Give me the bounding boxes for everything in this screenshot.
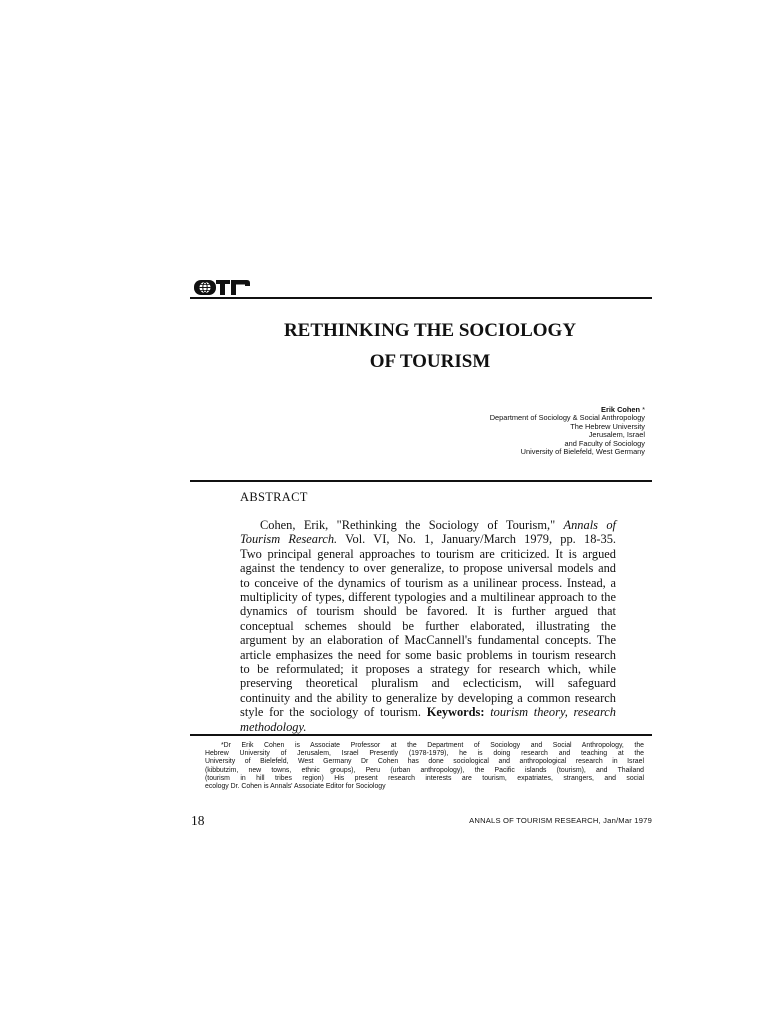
top-rule (190, 297, 652, 299)
abstract-line (240, 705, 616, 719)
italic-text: methodology. (240, 719, 307, 734)
affiliation-line: Department of Sociology & Social Anthropology (489, 413, 645, 423)
abstract-text: conceptual schemes should be further elaborated, illustrating the (240, 618, 616, 633)
footnote-line: ecology Dr. Cohen is Annals' Associate Editor for Sociology (205, 783, 386, 791)
abstract-body (240, 518, 616, 734)
abstract-line (240, 662, 616, 676)
abstract-text: style for the sociology of tourism. (240, 705, 427, 720)
abstract-text: Vol. VI, No. 1, January/March 1979, pp. 18-35. (337, 532, 617, 547)
abstract-text: Two principal general approaches to tourism are criticized. It is argued (240, 546, 616, 561)
abstract-line (240, 648, 616, 662)
abstract-text: to conceive of the dynamics of tourism as a unilinear process. Instead, a (240, 575, 616, 590)
abstract-text: Cohen, Erik, "Rethinking the Sociology of Tourism," (260, 518, 564, 532)
abstract-text: preserving theoretical pluralism and eclecticism, will safeguard (240, 676, 616, 691)
journal-logo (193, 276, 251, 296)
abstract-line (240, 532, 616, 546)
abstract-line (240, 633, 616, 647)
abstract-text: multiplicity of types, different typologies and a multilinear approach to the (240, 590, 616, 605)
abstract-text: against the tendency to over generalize, to propose universal models and (240, 561, 616, 576)
abstract-text: article emphasizes the need for some basic problems in tourism research (240, 647, 616, 662)
article-title (230, 315, 630, 377)
title-line-2: OF TOURISM (369, 351, 491, 372)
affiliation-line: and Faculty of Sociology (564, 438, 645, 448)
author-block (330, 406, 645, 456)
footnote-line: University of Bielefeld, West Germany Dr Cohen has done sociological and anthropological research in Israel (205, 758, 644, 766)
abstract-line (240, 720, 616, 734)
abstract-line (240, 576, 616, 590)
abstract-line (240, 547, 616, 561)
footnote-line: (kibbutzim, new towns, ethnic groups), Peru (urban anthropology), the Pacific islands (tourism), and Thailand (205, 766, 644, 774)
abstract-line (240, 691, 616, 705)
abstract-heading: ABSTRACT (240, 490, 308, 504)
abstract-line (240, 676, 616, 690)
italic-text: Annals of (563, 518, 617, 532)
footnote-line: (tourism in hill tribes region) His present research interests are tourism, expatriates, strangers, and social (205, 774, 644, 782)
abstract-text: continuity and the ability to generalize by developing a common research (240, 690, 616, 705)
author-footnote-mark: * (640, 405, 645, 414)
author-footnote (205, 742, 644, 791)
affiliation-line: The Hebrew University (570, 421, 645, 431)
footnote-line: Hebrew University of Jerusalem, Israel Presently (1978-1979), he is doing research and teaching at the (205, 750, 644, 758)
title-line-1: RETHINKING THE SOCIOLOGY (283, 320, 577, 341)
abstract-line (240, 561, 616, 575)
abstract-text: dynamics of tourism should be favored. It is further argued that (240, 604, 616, 619)
abstract-text: argument by an elaboration of MacCannell's fundamental concepts. The (240, 633, 616, 648)
italic-text: tourism theory, research (484, 705, 616, 720)
page-number: 18 (191, 813, 205, 828)
section-rule (190, 480, 652, 482)
footnote-line: *Dr Erik Cohen is Associate Professor at the Department of Sociology and Social Anthropology, the (221, 742, 644, 749)
keywords-label: Keywords: (426, 705, 485, 720)
abstract-line (240, 619, 616, 633)
italic-text: Tourism Research. (240, 532, 338, 547)
abstract-text: to be reformulated; it proposes a strategy for research which, while (240, 662, 616, 677)
abstract-line (240, 604, 616, 618)
abstract-line (240, 590, 616, 604)
affiliation-line: Jerusalem, Israel (588, 430, 645, 440)
footnote-rule (190, 734, 652, 736)
abstract-line (240, 518, 616, 532)
affiliation-line: University of Bielefeld, West Germany (520, 447, 645, 457)
running-footer: ANNALS OF TOURISM RESEARCH, Jan/Mar 1979 (469, 816, 652, 825)
author-name: Erik Cohen (601, 405, 641, 414)
